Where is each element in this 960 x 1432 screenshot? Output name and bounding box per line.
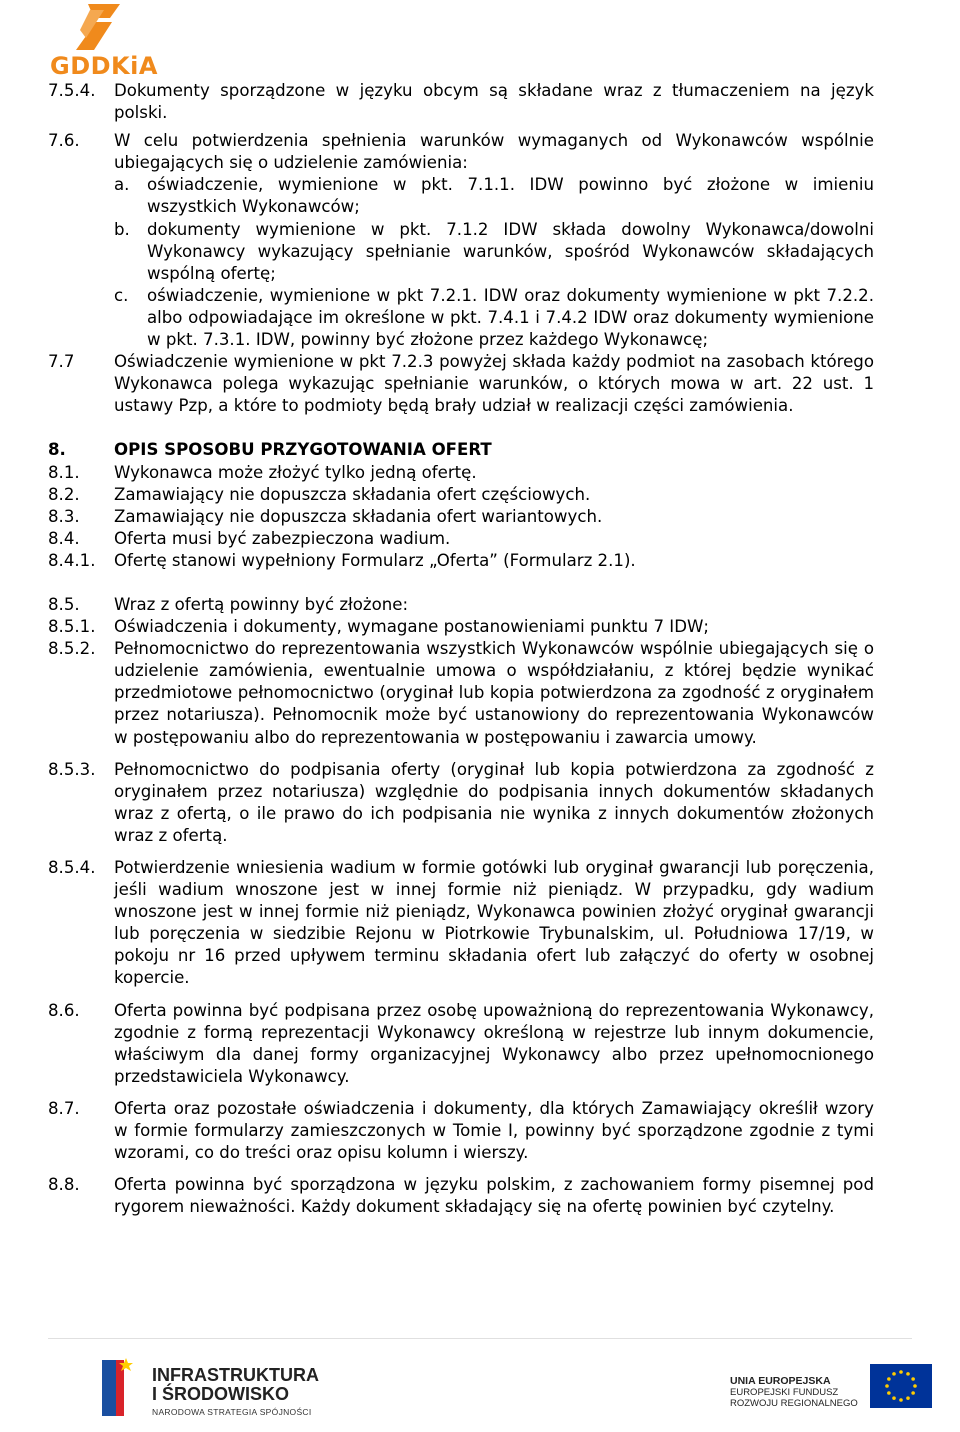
item-text: Pełnomocnictwo do podpisania oferty (oryginał lub kopia potwierdzona za zgodność z oryginałem przez notariusza) względnie do podpisania innych dokumentów składanych wraz z ofertą, o ile prawo do ich podpisania nie wynika z innych dokumentów złożonych wraz z ofertą.: [114, 759, 874, 845]
item-number: 8.6.: [48, 1000, 80, 1020]
eu-star: [899, 1370, 903, 1374]
item-text: oświadczenie, wymienione w pkt. 7.1.1. IDW powinno być złożone w imieniu wszystkich Wykonawców;: [147, 175, 874, 217]
eu-line3: ROZWOJU REGIONALNEGO: [730, 1398, 858, 1409]
eu-star: [887, 1377, 891, 1381]
eu-star: [906, 1372, 910, 1376]
gddkia-logo-icon: [50, 0, 140, 56]
eu-star: [913, 1384, 917, 1388]
gddkia-logo: [50, 0, 180, 82]
sub-list-item: [114, 174, 874, 218]
item-number: 8.5.: [48, 594, 80, 614]
item-number: 8.7.: [48, 1098, 80, 1118]
eu-logo-text: [730, 1376, 858, 1409]
section-8-list-b: [48, 594, 874, 749]
item-number: 8.4.1.: [48, 550, 96, 570]
poland-flag-stars-icon: [96, 1352, 146, 1422]
is-sub-text: NARODOWA STRATEGIA SPÓJNOŚCI: [152, 1407, 312, 1417]
list-item: [48, 462, 874, 484]
list-7-5-7-6: [48, 80, 874, 174]
is-line1: INFRASTRUKTURA: [152, 1365, 319, 1385]
section-8-list-c: [48, 759, 874, 1219]
item-text: Oferta powinna być sporządzona w języku polskim, z zachowaniem formy pisemnej pod rygorem nieważności. Każdy dokument składający się na ofertę powinien być czytelny.: [114, 1175, 874, 1217]
eu-star: [887, 1391, 891, 1395]
eu-star: [911, 1377, 915, 1381]
item-text: Ofertę stanowi wypełniony Formularz „Oferta” (Formularz 2.1).: [114, 550, 636, 570]
item-text: Oferta musi być zabezpieczona wadium.: [114, 528, 451, 548]
item-text: Wraz z ofertą powinny być złożone:: [114, 594, 409, 614]
item-text: Zamawiający nie dopuszcza składania ofert wariantowych.: [114, 506, 603, 526]
item-text: oświadczenie, wymienione w pkt 7.2.1. IDW oraz dokumenty wymienione w pkt 7.2.2. albo odpowiadające im określone w pkt. 7.4.1 i 7.4.2 IDW oraz dokumenty wymienione w pkt. 7.3.1. IDW, powinny być złożone przez każdego Wykonawcę;: [147, 285, 874, 350]
logo-wordmark: GDDKiA: [50, 52, 158, 80]
item-number: 8.3.: [48, 506, 80, 526]
sub-list: [114, 174, 874, 351]
eu-line1: UNIA EUROPEJSKA: [730, 1375, 831, 1387]
item-text: Dokumenty sporządzone w języku obcym są składane wraz z tłumaczeniem na język polski.: [114, 81, 874, 123]
item-text: Pełnomocnictwo do reprezentowania wszystkich Wykonawców wspólnie ubiegających się o udzielenie zamówienia, ewentualnie umowa o współdziałaniu, z której będzie wynikać przedmiotowe pełnomocnictwo (oryginał lub kopia potwierdzona za zgodność z oryginałem przez notariusza). Pełnomocnik może być ustanowiony do reprezentowania Wykonawców w postępowaniu albo do reprezentowania w postępowaniu i zawarcia umowy.: [114, 639, 874, 747]
list-item: [48, 351, 874, 417]
item-number: 8.4.: [48, 528, 80, 548]
list-item: [48, 759, 874, 847]
item-text: W celu potwierdzenia spełnienia warunków wymaganych od Wykonawców wspólnie ubiegających się o udzielenie zamówienia:: [114, 131, 874, 173]
eu-star: [911, 1391, 915, 1395]
is-line2: I ŚRODOWISKO: [152, 1384, 290, 1404]
list-item: [48, 130, 874, 174]
item-letter: b.: [114, 219, 130, 239]
list-item: [48, 80, 874, 124]
sub-list-item: [114, 219, 874, 285]
list-item: [48, 857, 874, 990]
item-number: 8.5.3.: [48, 759, 96, 779]
eu-flag-icon: [870, 1364, 932, 1408]
item-text: Wykonawca może złożyć tylko jedną ofertę.: [114, 462, 477, 482]
is-logo-text: [152, 1366, 319, 1404]
eu-star: [906, 1396, 910, 1400]
list-item: [48, 1174, 874, 1218]
document-body: [48, 80, 874, 1218]
list-item: [48, 550, 874, 572]
item-number: 7.6.: [48, 131, 80, 151]
section-title: OPIS SPOSOBU PRZYGOTOWANIA OFERT: [114, 440, 492, 460]
list-item: [48, 616, 874, 638]
list-item: [48, 1000, 874, 1088]
list-item: [48, 506, 874, 528]
item-text: Oświadczenie wymienione w pkt 7.2.3 powyżej składa każdy podmiot na zasobach którego Wykonawca polega wykazując spełnianie warunków, o których mowa w art. 22 ust. 1 ustawy Pzp, a które to podmioty będą brały udział w realizacji części zamówienia.: [114, 352, 874, 416]
item-number: 7.7: [48, 352, 75, 372]
section-number: 8.: [48, 440, 66, 460]
item-number: 8.2.: [48, 484, 80, 504]
item-number: 8.1.: [48, 462, 80, 482]
item-text: Zamawiający nie dopuszcza składania ofert częściowych.: [114, 484, 591, 504]
item-letter: c.: [114, 285, 129, 305]
eu-star: [899, 1398, 903, 1402]
section-8-list-a: [48, 462, 874, 572]
item-number: 8.5.1.: [48, 617, 96, 637]
list-item: [48, 638, 874, 748]
eu-star: [892, 1396, 896, 1400]
item-text: Oświadczenia i dokumenty, wymagane postanowieniami punktu 7 IDW;: [114, 617, 709, 637]
infrastruktura-srodowisko-logo: [96, 1352, 336, 1424]
item-text: dokumenty wymienione w pkt. 7.1.2 IDW składa dowolny Wykonawca/dowolni Wykonawcy wykazujący spełnianie warunków, spośród Wykonawców składających wspólną ofertę;: [147, 219, 874, 283]
item-number: 8.5.2.: [48, 639, 96, 659]
sub-list-item: [114, 285, 874, 351]
eu-star: [892, 1372, 896, 1376]
item-text: Oferta oraz pozostałe oświadczenia i dokumenty, dla których Zamawiający określił wzory w formie formularzy zamieszczonych w Tomie I, powinny być sporządzone zgodnie z tymi wzorami, co do treści oraz opisu kolumn i wierszy.: [114, 1098, 874, 1163]
footer-divider: [48, 1338, 912, 1339]
eu-line2: EUROPEJSKI FUNDUSZ: [730, 1387, 839, 1398]
list-item: [48, 528, 874, 550]
item-number: 8.5.4.: [48, 858, 96, 877]
item-number: 8.8.: [48, 1175, 80, 1195]
item-number: 7.5.4.: [48, 81, 96, 100]
list-item: [48, 594, 874, 616]
item-text: Oferta powinna być podpisana przez osobę upoważnioną do reprezentowania Wykonawcy, zgodnie z formą reprezentacji Wykonawcy określoną w rejestrze lub innym dokumencie, właściwym dla danej formy organizacyjnej Wykonawcy albo przez upełnomocnionego przedstawiciela Wykonawcy.: [114, 1000, 874, 1086]
item-text: Potwierdzenie wniesienia wadium w formie gotówki lub oryginał gwarancji lub poręczenia, jeśli wadium wnoszone jest w innej formie niż pieniądz. W przypadku, gdy wadium wnoszone jest w innej formie niż pieniądz, Wykonawca powinien złożyć oryginał gwarancji lub poręczenia w siedzibie Rejonu w Piotrkowie Trybunalskim, ul. Południowa 17/19, w pokoju nr 16 przed upływem terminu składania ofert lub załączyć do oferty w osobnej kopercie.: [114, 858, 874, 988]
section-heading: [48, 439, 874, 461]
list-item: [48, 1098, 874, 1164]
eu-logo: [730, 1352, 930, 1424]
item-letter: a.: [114, 175, 130, 195]
list-item: [48, 484, 874, 506]
eu-star: [885, 1384, 889, 1388]
